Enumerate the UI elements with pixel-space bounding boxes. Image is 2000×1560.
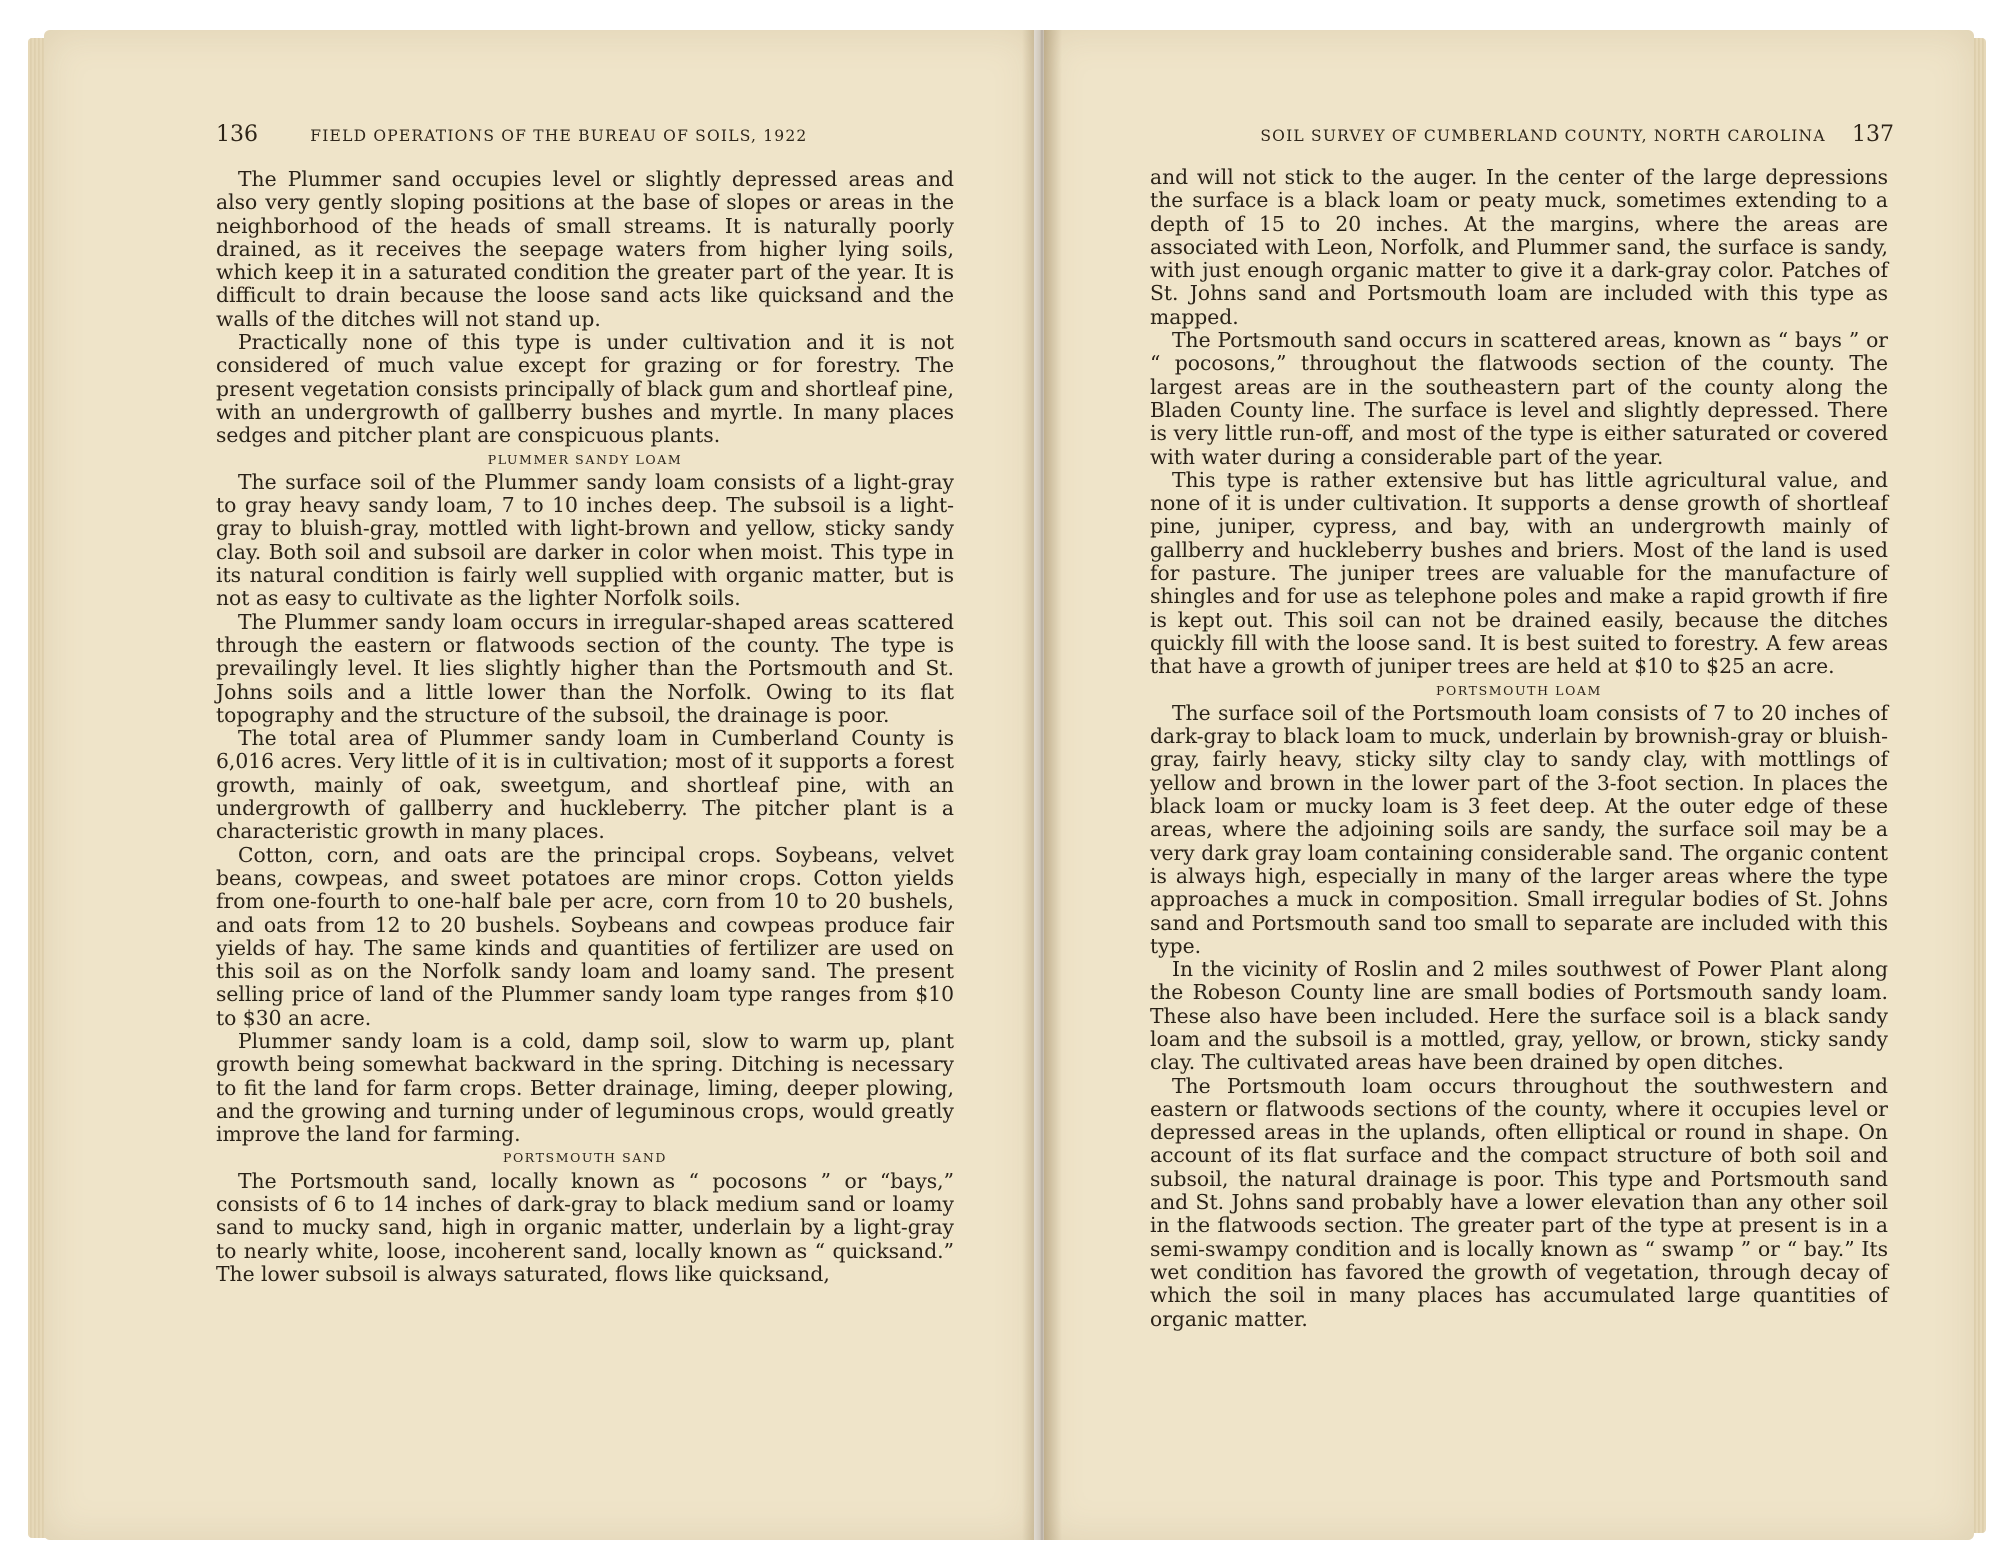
paragraph: The Plummer sand occupies level or slightly depressed areas and also very gently sloping positions at the base of slopes or areas in the neighborhood of the heads of small streams. It is naturally poorly drained, as it receives the seepage waters from higher lying soils, which keep it in a saturated condition the greater part of the year. It is difficult to drain because the loose sand acts like quicksand and the walls of the ditches will not stand up. — [216, 167, 954, 331]
paragraph: This type is rather extensive but has little agricultural value, and none of it is under cultivation. It supports a dense growth of shortleaf pine, juniper, cypress, and bay, with an undergrowth mainly of gallberry and huckleberry bushes and briers. Most of the land is used for pasture. The juniper trees are valuable for the manufacture of shingles and for use as telephone poles and make a rapid growth if fire is kept out. This soil can not be drained easily, because the ditches quickly fill with the loose sand. It is best suited to forestry. A few areas that have a growth of juniper trees are held at $10 to $25 an acre. — [1150, 467, 1888, 679]
open-book — [14, 8, 1986, 1553]
right-text-column — [1150, 166, 1888, 1331]
paragraph: The total area of Plummer sandy loam in Cumberland County is 6,016 acres. Very little of it is in cultivation; most of it supports a forest growth, mainly of oak, sweetgum, and shortleaf pine, with an undergrowth of gallberry and huckleberry. The pitcher plant is a characteristic growth in many places. — [216, 726, 954, 844]
right-running-header: SOIL SURVEY OF CUMBERLAND COUNTY, NORTH CAROLINA — [1260, 127, 1826, 145]
left-page — [44, 30, 1034, 1540]
paragraph: The Portsmouth sand, locally known as “ pocosons ” or “bays,” consists of 6 to 14 inches of dark-gray to black medium sand or loamy sand to mucky sand, high in organic matter, underlain by a light-gray to nearly white, loose, incoherent sand, locally known as “ quicksand.” The lower subsoil is always saturated, flows like quicksand, — [216, 1168, 954, 1286]
left-running-header: FIELD OPERATIONS OF THE BUREAU OF SOILS, 1922 — [310, 127, 808, 145]
paragraph: and will not stick to the auger. In the center of the large depressions the surface is a black loam or peaty muck, sometimes extending to a depth of 15 to 20 inches. At the margins, where the areas are associated with Leon, Norfolk, and Plummer sand, the surface is sandy, with just enough organic matter to give it a dark-gray color. Patches of St. Johns sand and Portsmouth loam are included with this type as mapped. — [1150, 165, 1888, 329]
left-page-number: 136 — [216, 122, 258, 147]
paragraph: The Portsmouth loam occurs throughout the southwestern and eastern or flatwoods sections of the county, where it occupies level or depressed areas in the uplands, often elliptical or round in shape. On account of its flat surface and the compact structure of both soil and subsoil, the natural drainage is poor. This type and Portsmouth sand and St. Johns sand probably have a lower elevation than any other soil in the flatwoods section. The greater part of the type at present is in a semi-swampy condition and is locally known as “ swamp ” or “ bay.” Its wet condition has favored the growth of vegetation, through decay of which the soil in many places has accumulated large quantities of organic matter. — [1150, 1073, 1888, 1331]
book-gutter — [1022, 30, 1062, 1540]
section-heading-portsmouth-loam: PORTSMOUTH LOAM — [1436, 682, 1602, 698]
paragraph: The surface soil of the Portsmouth loam consists of 7 to 20 inches of dark-gray to black loam to muck, underlain by brownish-gray or bluish-gray, fairly heavy, sticky silty clay to sandy clay, with mottlings of yellow and brown in the lower part of the 3-foot section. In places the black loam or mucky loam is 3 feet deep. At the outer edge of these areas, where the adjoining soils are sandy, the surface soil may be a very dark gray loam containing considerable sand. The organic content is always high, especially in many of the larger areas where the type approaches a muck in composition. Small irregular bodies of St. Johns sand and Portsmouth sand too small to separate are included with this type. — [1150, 700, 1888, 958]
right-page — [1044, 30, 1974, 1540]
left-text-column — [216, 168, 954, 1286]
section-heading-plummer-sandy-loam: PLUMMER SANDY LOAM — [487, 451, 683, 467]
paragraph: Practically none of this type is under cultivation and it is not considered of much value except for grazing or for forestry. The present vegetation consists principally of black gum and shortleaf pine, with an undergrowth of gallberry bushes and myrtle. In many places sedges and pitcher plant are conspicuous plants. — [216, 330, 954, 448]
paragraph: The Plummer sandy loam occurs in irregular-shaped areas scattered through the eastern or flatwoods section of the county. The type is prevailingly level. It lies slightly higher than the Portsmouth and St. Johns soils and a little lower than the Norfolk. Owing to its flat topography and the structure of the subsoil, the drainage is poor. — [216, 609, 954, 727]
paragraph: The surface soil of the Plummer sandy loam consists of a light-gray to gray heavy sandy loam, 7 to 10 inches deep. The subsoil is a light-gray to bluish-gray, mottled with light-brown and yellow, sticky sandy clay. Both soil and subsoil are darker in color when moist. This type in its natural condition is fairly well supplied with organic matter, but is not as easy to cultivate as the lighter Norfolk soils. — [216, 469, 954, 611]
paragraph: The Portsmouth sand occurs in scattered areas, known as “ bays ” or “ pocosons,” throughout the flatwoods section of the county. The largest areas are in the southeastern part of the county along the Bladen County line. The surface is level and slightly depressed. There is very little run-off, and most of the type is either saturated or covered with water during a considerable part of the year. — [1150, 328, 1888, 469]
section-heading-portsmouth-sand: PORTSMOUTH SAND — [502, 1150, 668, 1166]
paragraph: Plummer sandy loam is a cold, damp soil, slow to warm up, plant growth being somewhat backward in the spring. Ditching is necessary to fit the land for farm crops. Better drainage, liming, deeper plowing, and the growing and turning under of leguminous crops, would greatly improve the land for farming. — [216, 1028, 954, 1147]
right-page-number: 137 — [1852, 122, 1894, 147]
paragraph: Cotton, corn, and oats are the principal crops. Soybeans, velvet beans, cowpeas, and sweet potatoes are minor crops. Cotton yields from one-fourth to one-half bale per acre, corn from 10 to 20 bushels, and oats from 12 to 20 bushels. Soybeans and cowpeas produce fair yields of hay. The same kinds and quantities of fertilizer are used on this soil as on the Norfolk sandy loam and loamy sand. The present selling price of land of the Plummer sandy loam type ranges from $10 to $30 an acre. — [216, 842, 954, 1030]
right-page-header — [1260, 122, 1894, 147]
paragraph: In the vicinity of Roslin and 2 miles southwest of Power Plant along the Robeson County line are small bodies of Portsmouth sandy loam. These also have been included. Here the surface soil is a black sandy loam and the subsoil is a mottled, gray, yellow, or brown, sticky sandy clay. The cultivated areas have been drained by open ditches. — [1150, 957, 1888, 1075]
left-page-header — [216, 122, 807, 147]
